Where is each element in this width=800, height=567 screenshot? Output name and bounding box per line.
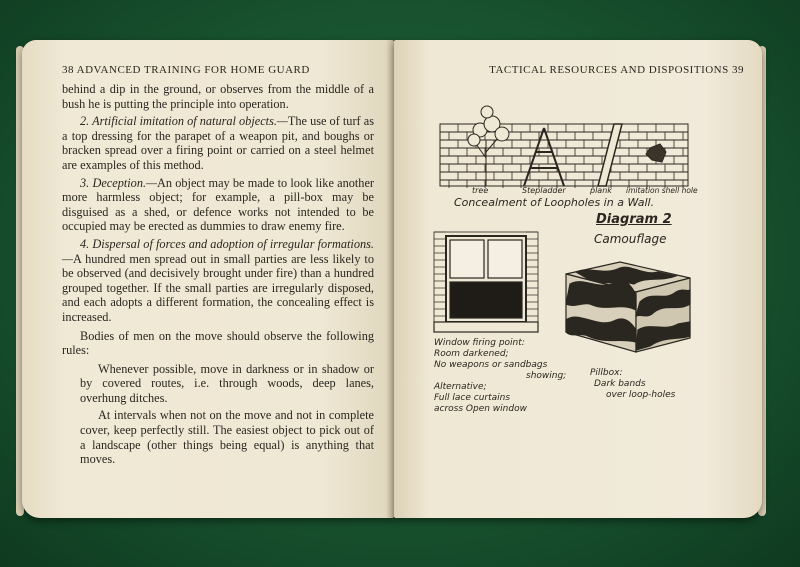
- diagram-subtitle: Camouflage: [594, 232, 667, 246]
- paragraph-body: An object may be made to look like another more harmless object; for example, a pill-box may be disguised as a shed, or defence works not intended to be occupied may be erected as dummies to draw enemy fire.: [62, 175, 374, 234]
- paragraph-heading: 3. Deception.—: [80, 175, 157, 190]
- paragraph-artificial-imitation: [62, 114, 374, 172]
- paragraph-rules-intro: Bodies of men on the move should observe the following rules:: [62, 328, 374, 358]
- window-caption-line: showing;: [526, 371, 567, 381]
- rule-keep-still: At intervals when not on the move and not in complete cover, keep perfectly still. The easiest object to pick out of a landscape (other things being equal) is anything that moves.: [80, 408, 374, 467]
- open-book: [22, 40, 766, 522]
- window-caption: [434, 338, 566, 382]
- wall-caption: Concealment of Loopholes in a Wall.: [454, 196, 655, 209]
- left-page-header: 38 ADVANCED TRAINING FOR HOME GUARD: [62, 64, 310, 76]
- window-caption-line: No weapons or sandbags: [434, 360, 548, 370]
- loophole-wall-drawing: [394, 40, 762, 518]
- window-caption-line: Room darkened;: [434, 349, 509, 359]
- left-page: [22, 40, 394, 518]
- label-stepladder: Stepladder: [522, 186, 566, 195]
- window-caption-line: Window firing point:: [434, 338, 525, 348]
- paragraph-deception: [62, 176, 374, 234]
- pillbox-caption-line: Pillbox:: [590, 368, 623, 378]
- paragraph-body: A hundred men spread out in small parties are less likely to be observed (and decisively brought under fire) than a hundred grouped together. If the small parties are irregularly disposed, and each adopts a different formation, the concealing effect is increased.: [62, 251, 374, 324]
- window-drawing: [434, 232, 538, 332]
- paragraph-heading: 4. Dispersal of forces and adoption of irregular formations.—: [62, 236, 374, 266]
- left-page-text: [62, 82, 374, 470]
- tree-drawing: [468, 106, 509, 186]
- shell-hole-drawing: [646, 144, 666, 162]
- paragraph-continued: behind a dip in the ground, or observes from the middle of a bush he is putting the principle into operation.: [62, 82, 374, 111]
- label-plank: plank: [590, 186, 612, 195]
- plank-drawing: [598, 124, 622, 186]
- alternative-caption-line: Alternative;: [434, 382, 487, 392]
- alternative-caption-line: across Open window: [434, 404, 527, 414]
- paragraph-body: The use of turf as a top dressing for the parapet of a weapon pit, and boughs or bracken spread over a firing point or carried on a steel helmet are examples of this method.: [62, 114, 374, 172]
- label-tree: tree: [472, 186, 489, 195]
- alternative-caption: [434, 382, 527, 415]
- right-page-header: TACTICAL RESOURCES AND DISPOSITIONS 39: [489, 64, 744, 76]
- pillbox-caption-line: Dark bands: [594, 379, 646, 389]
- rule-move-in-darkness: Whenever possible, move in darkness or in shadow or by covered routes, i.e. through woods, deep lanes, overhung ditches.: [80, 361, 374, 405]
- paragraph-heading: 2. Artificial imitation of natural objects.—: [80, 114, 288, 129]
- right-page: [394, 40, 762, 518]
- label-shell-hole: imitation shell hole: [626, 186, 698, 195]
- paragraph-dispersal: [62, 237, 374, 325]
- alternative-caption-line: Full lace curtains: [434, 393, 511, 403]
- diagram-title: Diagram 2: [596, 212, 672, 227]
- pillbox-caption-line: over loop-holes: [606, 390, 676, 400]
- pillbox-caption: [590, 368, 675, 401]
- pillbox-drawing: [566, 262, 690, 352]
